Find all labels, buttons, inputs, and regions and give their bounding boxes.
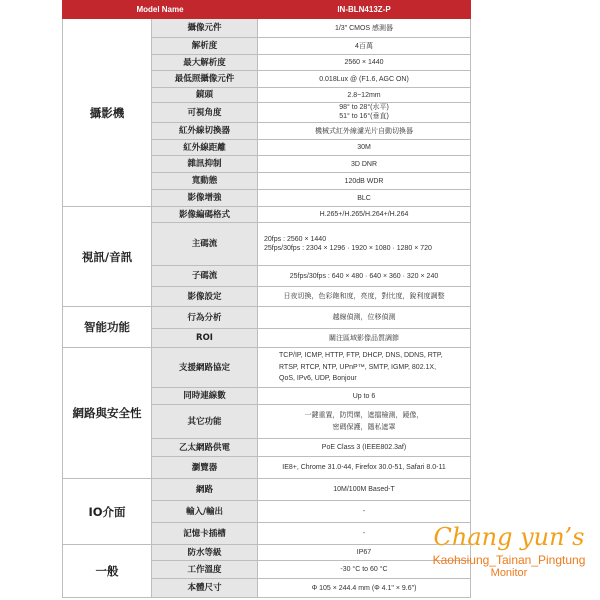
spec-value xyxy=(258,348,471,388)
spec-row-behavior-analysis xyxy=(63,307,471,329)
spec-value-line: 密碼保護，隱私遮罩 xyxy=(332,423,396,431)
spec-row-waterproof-rating xyxy=(63,545,471,561)
spec-value: H.265+/H.265/H.264+/H.264 xyxy=(258,207,471,223)
group-camera: 攝影機 xyxy=(63,19,152,207)
spec-label: 行為分析 xyxy=(152,307,258,329)
spec-value: 越線偵測，位移偵測 xyxy=(258,307,471,329)
model-name-value: IN-BLN413Z-P xyxy=(258,1,471,19)
spec-value: IE8+, Chrome 31.0-44, Firefox 30.0-51, Safari 8.0-11 xyxy=(258,457,471,479)
group-io-interface: IO介面 xyxy=(63,479,152,545)
spec-label: 寬動態 xyxy=(152,173,258,190)
spec-value-line: 51° to 16°(垂直) xyxy=(339,112,389,120)
model-name-label: Model Name xyxy=(63,1,258,19)
spec-label: 鏡頭 xyxy=(152,88,258,103)
group-smart-functions: 智能功能 xyxy=(63,307,152,348)
spec-value: 25fps/30fps : 640 × 480 · 640 × 360 · 320 × 240 xyxy=(258,266,471,287)
spec-value: 機械式紅外線濾光片自動切換器 xyxy=(258,123,471,140)
spec-value: 30M xyxy=(258,140,471,156)
spec-value xyxy=(258,405,471,439)
spec-value-line: 98° to 28°(水平) xyxy=(339,104,389,111)
spec-label: 瀏覽器 xyxy=(152,457,258,479)
spec-value: 0.018Lux @ (F1.6, AGC ON) xyxy=(258,71,471,88)
spec-value: 1/3" CMOS 感測器 xyxy=(258,19,471,38)
spec-label: 紅外線距離 xyxy=(152,140,258,156)
spec-value: BLC xyxy=(258,190,471,207)
spec-value: 日夜切換，色彩飽和度，亮度，對比度，銳利度調整 xyxy=(258,287,471,307)
watermark-brand: Chang yun’s xyxy=(433,523,585,551)
spec-value-line: QoS, IPv6, UDP, Bonjour xyxy=(279,375,357,383)
spec-label: 影像增強 xyxy=(152,190,258,207)
spec-value xyxy=(258,223,471,266)
spec-label: 可視角度 xyxy=(152,103,258,123)
spec-label: 其它功能 xyxy=(152,405,258,439)
spec-label: ROI xyxy=(152,329,258,348)
spec-row-network-protocols xyxy=(63,348,471,388)
spec-value xyxy=(258,103,471,123)
spec-value: 4百萬 xyxy=(258,38,471,55)
spec-row-image-sensor xyxy=(63,19,471,38)
spec-value-line: 20fps : 2560 × 1440 xyxy=(264,236,327,243)
spec-value: 2.8~12mm xyxy=(258,88,471,103)
spec-value: -30 °C to 60 °C xyxy=(258,561,471,579)
spec-value: IP67 xyxy=(258,545,471,561)
spec-value: - xyxy=(258,523,471,545)
spec-label: 支援網路協定 xyxy=(152,348,258,388)
spec-label: 最低照攝像元件 xyxy=(152,71,258,88)
spec-label: 紅外線切換器 xyxy=(152,123,258,140)
spec-label: 最大解析度 xyxy=(152,55,258,71)
watermark-tagline: Monitor xyxy=(490,567,528,579)
spec-label: 子碼流 xyxy=(152,266,258,287)
spec-label: 同時連線數 xyxy=(152,388,258,405)
group-general: 一般 xyxy=(63,545,152,598)
spec-label: 本體尺寸 xyxy=(152,579,258,598)
spec-label: 工作溫度 xyxy=(152,561,258,579)
spec-label: 輸入/輸出 xyxy=(152,501,258,523)
spec-value: Φ 105 × 244.4 mm (Φ 4.1" × 9.6") xyxy=(258,579,471,598)
watermark-regions: Kaohsiung_Tainan_Pingtung xyxy=(432,553,586,567)
group-network-security: 網路與安全性 xyxy=(63,348,152,479)
header-row xyxy=(63,1,471,19)
group-video-audio: 視訊/音訊 xyxy=(63,207,152,307)
spec-label: 影像編碼格式 xyxy=(152,207,258,223)
spec-label: 記憶卡插槽 xyxy=(152,523,258,545)
spec-value: - xyxy=(258,501,471,523)
spec-value: 120dB WDR xyxy=(258,173,471,190)
spec-label: 攝像元件 xyxy=(152,19,258,38)
spec-label: 防水等級 xyxy=(152,545,258,561)
spec-label: 乙太網路供電 xyxy=(152,439,258,457)
spec-value: 3D DNR xyxy=(258,156,471,173)
spec-table xyxy=(62,0,471,598)
spec-label: 網路 xyxy=(152,479,258,501)
spec-label: 主碼流 xyxy=(152,223,258,266)
spec-value-line: TCP/IP, ICMP, HTTP, FTP, DHCP, DNS, DDNS, RTP, xyxy=(279,352,443,360)
spec-label: 影像設定 xyxy=(152,287,258,307)
spec-row-video-codec xyxy=(63,207,471,223)
spec-value: Up to 6 xyxy=(258,388,471,405)
spec-value: PoE Class 3 (IEEE802.3af) xyxy=(258,439,471,457)
spec-label: 解析度 xyxy=(152,38,258,55)
spec-label: 雜訊抑制 xyxy=(152,156,258,173)
spec-value-line: RTSP, RTCP, NTP, UPnP™, SMTP, IGMP, 802.1X, xyxy=(279,363,437,371)
spec-value: 10M/100M Based-T xyxy=(258,479,471,501)
spec-row-network xyxy=(63,479,471,501)
spec-value-line: 一鍵重置，防閃爍，遮擋檢測，鏡像， xyxy=(304,411,424,419)
spec-value: 2560 × 1440 xyxy=(258,55,471,71)
spec-value-line: 25fps/30fps : 2304 × 1296 · 1920 × 1080 · 1280 × 720 xyxy=(264,245,432,252)
spec-value: 關注區域影像品質調節 xyxy=(258,329,471,348)
